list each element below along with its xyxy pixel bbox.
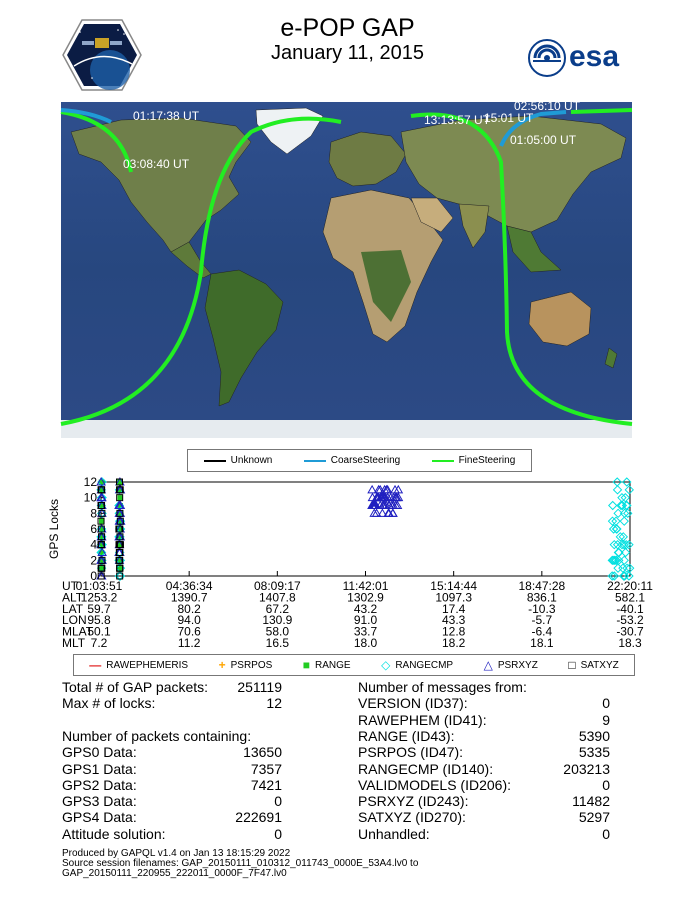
orbit-cell: 43.3 [441, 613, 466, 628]
legend-marker-psrpos-icon: + [218, 658, 226, 672]
orbit-cell: 22:20:11 [607, 579, 653, 593]
stat-label: Unhandled: [358, 825, 430, 842]
stat-value: 0 [602, 825, 610, 842]
stat-value: 9 [602, 711, 610, 728]
marker-legend-label: RANGECMP [395, 659, 454, 671]
y-tick-label: 10 [83, 490, 97, 505]
stat-value: 5335 [578, 744, 610, 761]
orbit-row-label-lon: LON [62, 613, 87, 628]
legend-label-fine: FineSteering [458, 455, 516, 466]
stat-label: Total # of GAP packets: [62, 679, 209, 695]
orbit-cell: 91.0 [353, 613, 378, 628]
orbit-cell: 70.6 [177, 624, 201, 639]
data-point-range [118, 495, 123, 500]
y-tick-label: 2 [90, 553, 97, 568]
marker-legend-label: RAWEPHEMERIS [106, 659, 189, 671]
marker-legend-item-range [303, 658, 351, 672]
chart-plot-area [101, 482, 630, 576]
marker-legend-item-psrxyz [484, 658, 538, 672]
orbit-cell: 15:14:44 [430, 579, 478, 593]
orbit-cell: 58.0 [265, 624, 290, 639]
stat-label: PSRPOS (ID47): [358, 744, 464, 761]
orbit-row-label-mlt: MLT [62, 636, 86, 650]
stat-value: 0 [274, 793, 282, 810]
marker-legend-item-rawephemeris [89, 658, 188, 672]
y-tick-label: 12 [83, 475, 97, 489]
orbit-cell: 1253.2 [80, 590, 118, 605]
stats-right [358, 679, 620, 844]
orbit-cell: 1097.3 [435, 590, 473, 605]
marker-legend-label: RANGE [315, 659, 351, 671]
stat-value: 11482 [572, 793, 610, 810]
legend-marker-range-icon: ■ [302, 658, 311, 672]
orbit-map [61, 99, 632, 438]
orbit-label-3: 13:13:57 UT [424, 113, 491, 127]
orbit-cell: -53.2 [616, 613, 644, 628]
marker-legend-item-rangecmp [381, 658, 453, 672]
orbit-row-label-ut: UT [62, 579, 78, 593]
orbit-cell: 01:03:51 [75, 579, 123, 593]
stat-label: SATXYZ (ID270): [358, 809, 466, 826]
stat-value: 222691 [235, 809, 282, 826]
orbit-row-label-lat: LAT [62, 601, 84, 616]
legend-marker-rangecmp-icon: ◇ [381, 658, 391, 672]
marker-legend-label: PSRXYZ [497, 659, 538, 671]
orbit-label-5: 02:56:10 UT [514, 99, 581, 113]
stat-label: Max # of locks: [62, 695, 156, 712]
orbit-cell: 59.7 [87, 601, 111, 616]
stat-label: GPS4 Data: [62, 809, 137, 826]
orbit-cell: 43.2 [353, 601, 378, 616]
y-tick-label: 8 [90, 506, 97, 521]
orbit-label-4: 15:01 UT [484, 111, 534, 125]
stat-label: Number of packets containing: [62, 727, 252, 744]
legend-swatch-unknown [204, 460, 226, 462]
stat-label: GPS2 Data: [62, 776, 137, 793]
footer-source-files-cont: GAP_20150111_220955_222011_0000F_7F47.lv0 [62, 868, 287, 879]
stat-value: 12 [266, 695, 282, 712]
stat-value: 0 [602, 695, 610, 712]
stat-label: Number of messages from: [358, 679, 527, 695]
stat-label: VALIDMODELS (ID206): [358, 776, 512, 793]
stat-value: 7357 [250, 760, 282, 777]
stat-value: 5390 [578, 727, 610, 744]
orbit-cell: 1407.8 [258, 590, 296, 605]
orbit-cell: 1302.9 [347, 590, 384, 605]
steering-legend [187, 449, 532, 472]
orbit-cell: -6.4 [531, 624, 553, 639]
legend-label-unknown: Unknown [230, 455, 273, 466]
stat-value: 5297 [578, 809, 610, 826]
stat-label: VERSION (ID37): [358, 695, 468, 712]
orbit-cell: 836.1 [526, 590, 557, 605]
page-date: January 11, 2015 [270, 42, 425, 64]
marker-legend-label: SATXYZ [580, 659, 619, 671]
y-tick-label: 6 [90, 522, 97, 536]
orbit-cell: -30.7 [616, 624, 644, 639]
esa-logo-text: esa [569, 40, 620, 73]
esa-logo [527, 36, 637, 80]
legend-item-fine [432, 455, 516, 466]
legend-swatch-fine [432, 460, 454, 462]
orbit-cell: 130.9 [262, 613, 293, 628]
orbit-cell: 7.2 [90, 636, 108, 650]
marker-legend [73, 654, 635, 676]
legend-swatch-coarse [304, 460, 326, 462]
orbit-label-1: 01:17:38 UT [133, 109, 200, 123]
orbit-cell: 33.7 [353, 624, 378, 639]
stat-label: GPS1 Data: [62, 760, 137, 777]
stat-label: RANGE (ID43): [358, 727, 455, 744]
footer-source-files: Source session filenames: GAP_20150111_010312_011743_0000E_53A4.lv0 to [62, 858, 419, 869]
legend-marker-rawephemeris-icon: — [89, 658, 102, 672]
orbit-cell: 95.8 [87, 613, 111, 628]
y-axis-label: GPS Locks [47, 498, 61, 560]
orbit-cell: 18.1 [530, 636, 554, 650]
orbit-cell: 18.3 [618, 636, 642, 650]
orbit-cell: 18.0 [353, 636, 378, 650]
stat-value: 13650 [243, 744, 282, 761]
legend-marker-psrxyz-icon: △ [483, 658, 493, 672]
stat-label: RAWEPHEM (ID41): [358, 711, 487, 728]
stat-value: 7421 [250, 776, 282, 793]
stat-label: PSRXYZ (ID243): [358, 793, 469, 810]
stat-label: GPS0 Data: [62, 744, 137, 761]
gps-locks-chart [40, 475, 653, 653]
orbit-track-4 [571, 110, 632, 112]
orbit-cell: 80.2 [177, 601, 201, 616]
data-point-range [99, 519, 104, 524]
orbit-cell: 04:36:34 [165, 579, 213, 593]
orbit-cell: 50.1 [87, 624, 111, 639]
orbit-cell: 1390.7 [170, 590, 208, 605]
stats-left [62, 679, 282, 844]
stat-label: RANGECMP (ID140): [358, 760, 494, 777]
marker-legend-item-satxyz [568, 658, 618, 672]
map-antarctica [61, 420, 632, 438]
orbit-label-2: 03:08:40 UT [123, 157, 190, 171]
stat-label: Attitude solution: [62, 825, 166, 842]
orbit-cell: 12.8 [441, 624, 466, 639]
marker-legend-item-psrpos [219, 658, 273, 672]
orbit-cell: 18:47:28 [518, 579, 566, 593]
legend-item-unknown [204, 455, 273, 466]
orbit-cell: 17.4 [441, 601, 466, 616]
page-title: e-POP GAP [280, 14, 415, 42]
orbit-row-label-mlat: MLAT [62, 624, 94, 639]
orbit-cell: 18.2 [441, 636, 466, 650]
legend-marker-satxyz-icon: □ [568, 658, 576, 672]
stat-value: 251119 [237, 679, 282, 695]
footer-produced-by: Produced by GAPQL v1.4 on Jan 13 18:15:29 2022 [62, 848, 291, 859]
orbit-cell: 11:42:01 [342, 579, 389, 593]
footer [62, 849, 418, 879]
orbit-cell: -5.7 [531, 613, 553, 628]
stat-value: 0 [602, 776, 610, 793]
orbit-cell: 08:09:17 [253, 579, 301, 593]
y-tick-label: 4 [90, 537, 97, 552]
orbit-cell: 94.0 [177, 613, 201, 628]
orbit-label-6: 01:05:00 UT [510, 133, 577, 147]
orbit-cell: 582.1 [614, 590, 646, 605]
orbit-cell: -40.1 [616, 601, 644, 616]
legend-item-coarse [304, 455, 400, 466]
y-tick-label: 0 [90, 569, 97, 583]
legend-label-coarse: CoarseSteering [330, 455, 401, 466]
stat-label: GPS3 Data: [62, 793, 137, 810]
stat-value: 0 [274, 825, 282, 842]
orbit-row-label-alt: ALT [62, 590, 84, 605]
orbit-cell: 16.5 [265, 636, 290, 650]
orbit-cell: -10.3 [528, 601, 556, 616]
orbit-cell: 11.2 [177, 636, 201, 650]
stat-value: 203213 [563, 760, 610, 777]
marker-legend-label: PSRPOS [230, 659, 273, 671]
orbit-cell: 67.2 [265, 601, 290, 616]
